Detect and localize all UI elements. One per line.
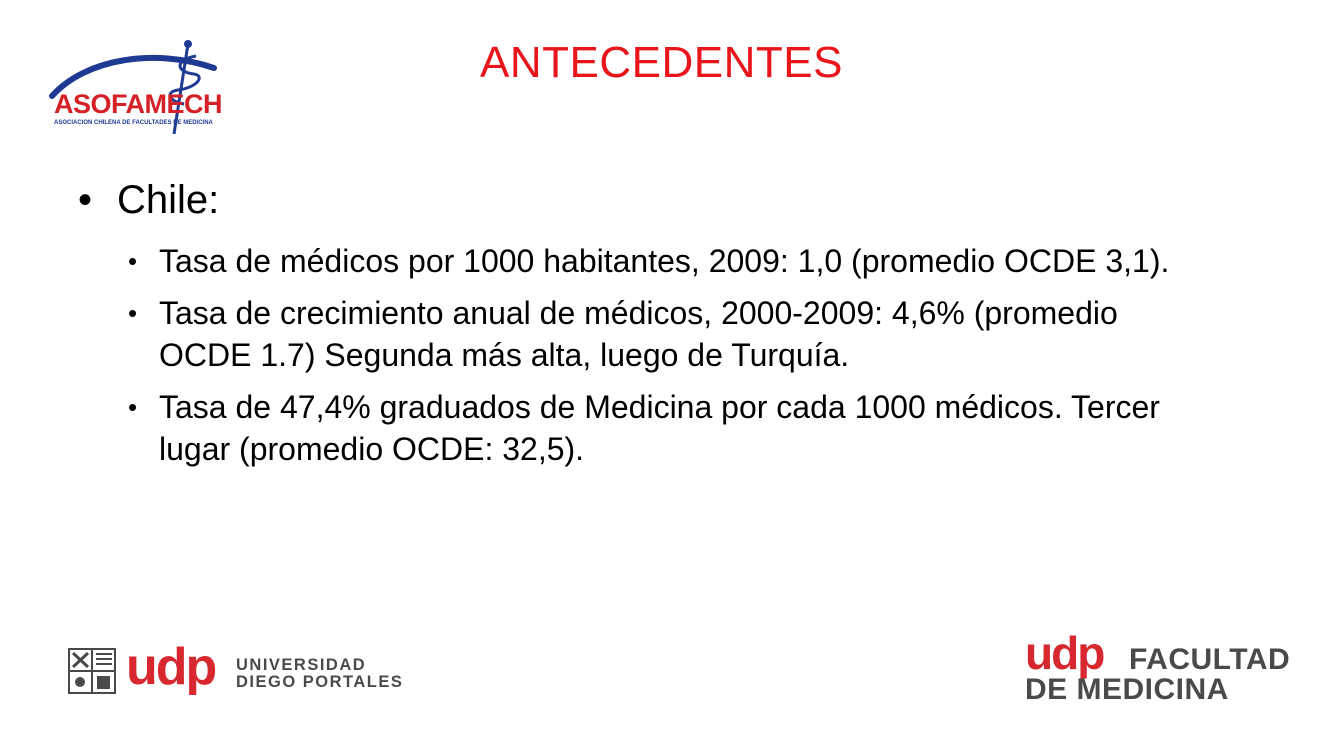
list-item-text: Tasa de 47,4% graduados de Medicina por cada 1000 médicos. Tercer lugar (promedio OCDE: 32,5). [159,389,1160,467]
list-item-text: Tasa de médicos por 1000 habitantes, 2009: 1,0 (promedio OCDE 3,1). [159,243,1170,279]
heading-text: Chile: [117,178,220,222]
bullet-dot: • [128,298,138,328]
udp-university-logo [68,638,408,696]
list-item [128,386,1218,470]
university-name-line2: DIEGO PORTALES [236,673,404,691]
list-item [128,292,1218,376]
udp-faculty-logo [1025,627,1291,706]
faculty-name-line1: FACULTAD [1129,643,1291,676]
asofamech-logo [46,38,231,136]
udp-wordmark: udp [1025,627,1104,679]
udp-wordmark: udp [126,638,216,696]
bullet-dot: • [128,246,138,276]
asofamech-subtitle: ASOCIACION CHILENA DE FACULTADES DE MEDICINA [54,120,213,126]
list-item-text: Tasa de crecimiento anual de médicos, 2000-2009: 4,6% (promedio OCDE 1.7) Segunda más alta, luego de Turquía. [159,295,1118,373]
asofamech-wordmark: ASOFAMECH [54,89,223,119]
sub-bullet-list [128,240,1218,480]
slide-title: ANTECEDENTES [480,38,843,87]
bullet-dot: • [128,392,138,422]
university-name-line1: UNIVERSIDAD [236,656,367,674]
udp-crest-icon [68,648,116,694]
bullet-dot: • [78,178,93,222]
list-item [128,240,1218,282]
faculty-name-line2: DE MEDICINA [1025,673,1229,706]
